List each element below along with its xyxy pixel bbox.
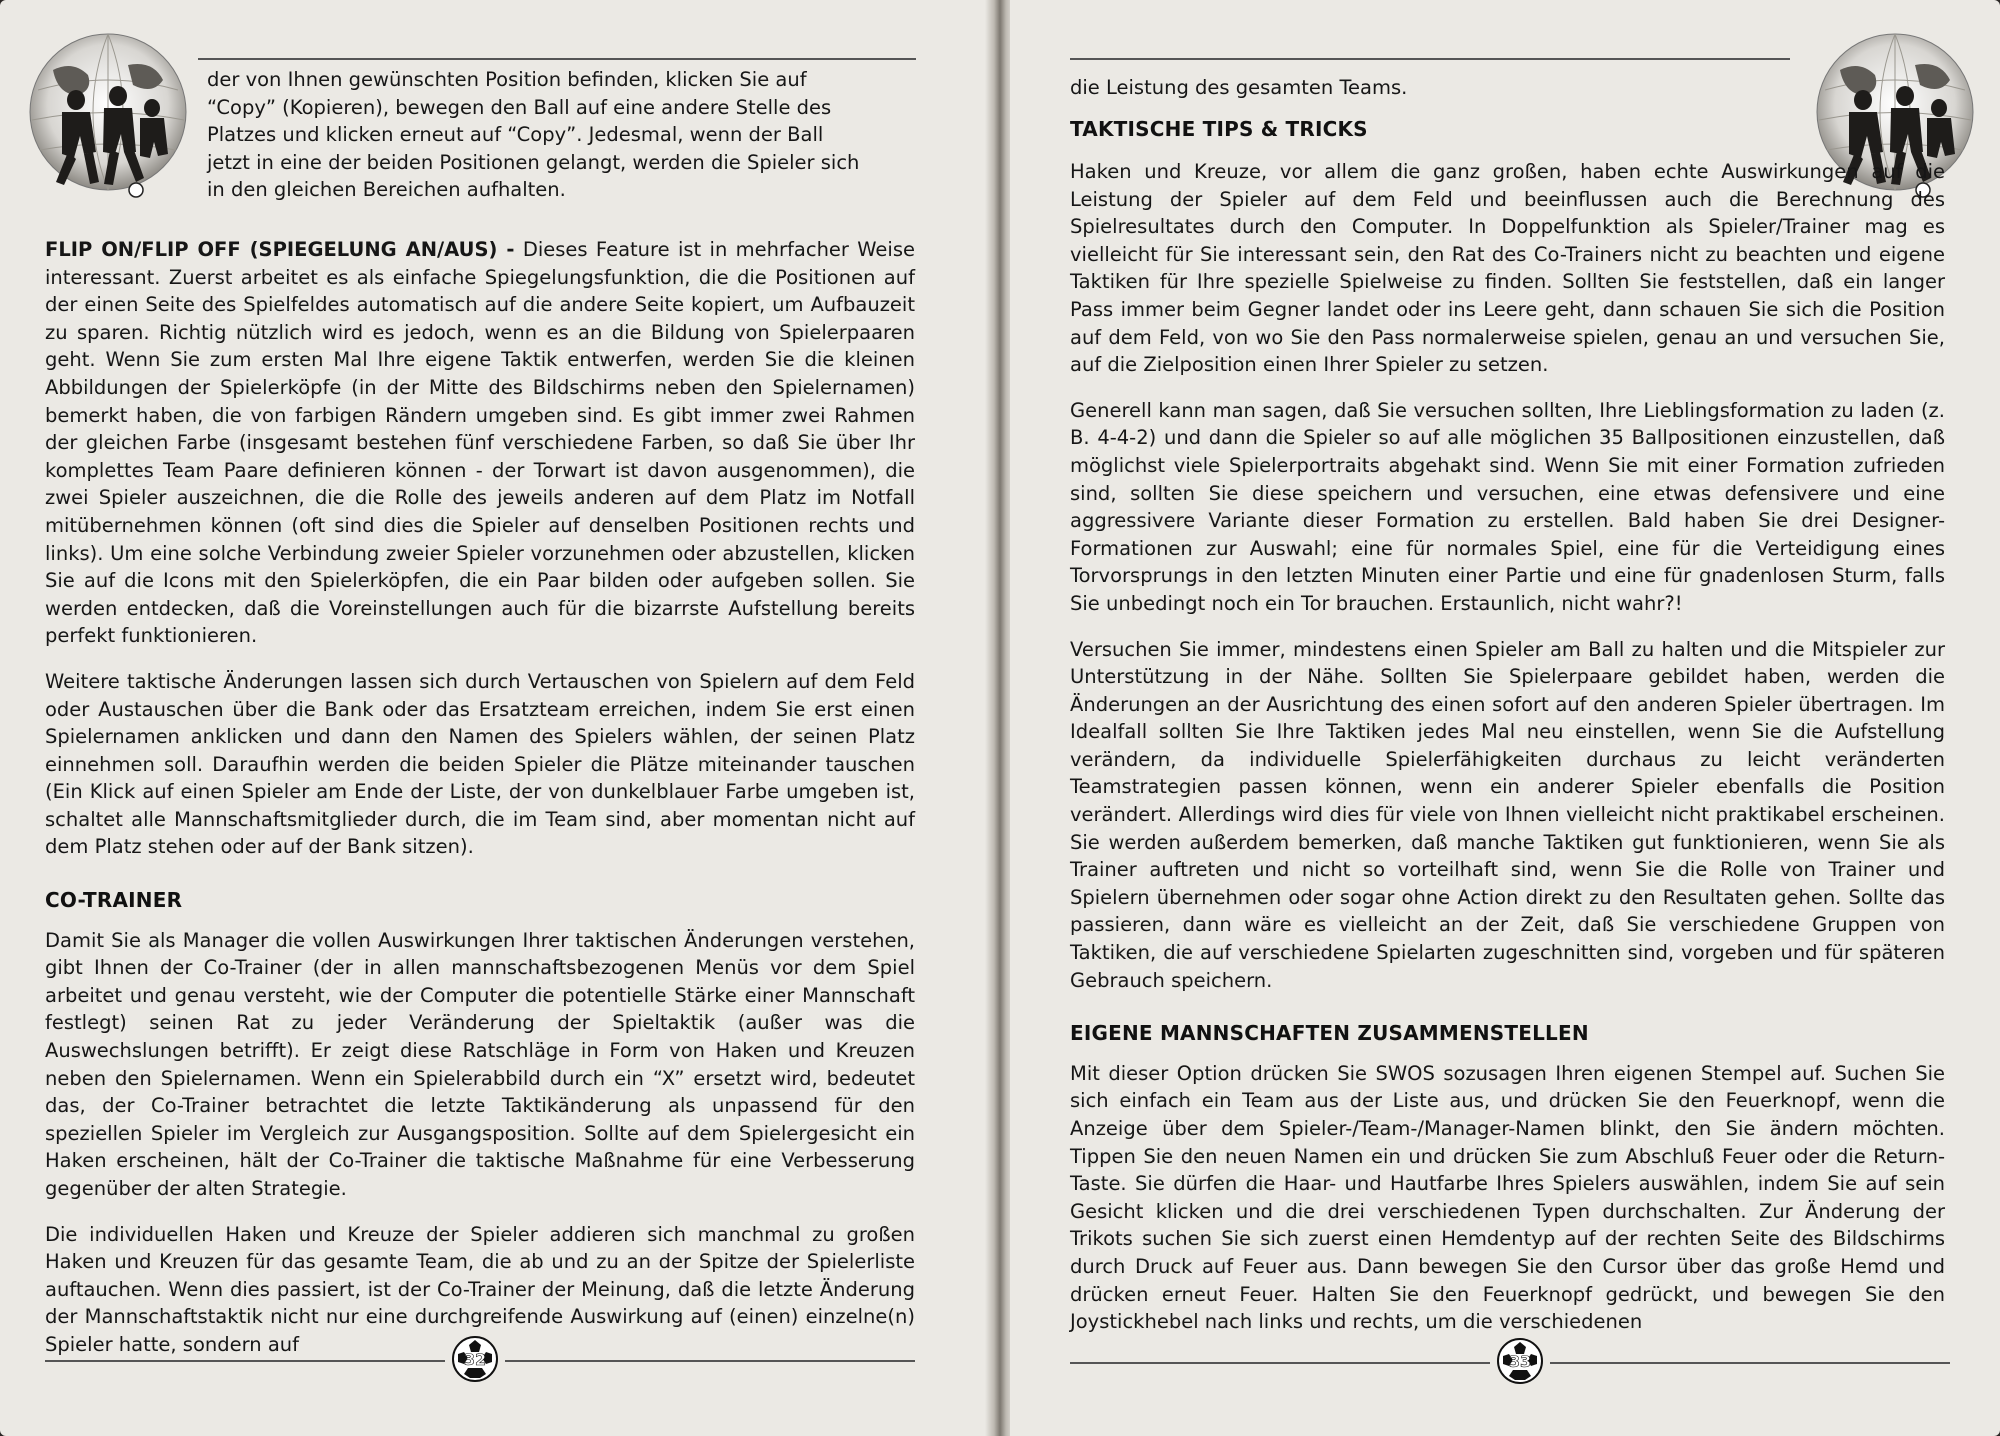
left-intro-text: der von Ihnen gewünschten Position befinden, klicken Sie auf “Copy” (Kopieren), bewegen den Ball auf eine andere Stelle des Platzes und klicken erneut auf “Copy”. Jedesmal, wenn der Ball jetzt in eine der beiden Positionen gelangt, werden die Spieler sich in den gleichen Bereichen aufhalten. <box>207 68 860 202</box>
bottom-rule-right-a <box>1070 1362 1490 1364</box>
flip-paragraph <box>45 236 915 650</box>
bottom-rule-left-a <box>45 1360 445 1362</box>
tips-heading: TAKTISCHE TIPS & TRICKS <box>1070 116 1368 141</box>
custom-teams-heading: EIGENE MANNSCHAFTEN ZUSAMMENSTELLEN <box>1070 1021 1589 1046</box>
left-main-column <box>45 236 915 1359</box>
page-number-right: 33 <box>1508 1352 1532 1371</box>
top-rule-left <box>198 58 916 60</box>
tips-paragraph-2: Generell kann man sagen, daß Sie versuchen sollten, Ihre Lieblingsformation zu laden (z. B. 4-4-2) und dann die Spieler so auf alle möglichen 35 Ballpositionen einzustellen, daß möglichst viele Spielerportraits abgehakt sind. Wenn Sie mit einer Formation zufrieden sind, sollten Sie diese speichern und versuchen, eine etwas defensivere und eine aggressivere Variante dieser Formation zu erstellen. Bald haben Sie drei Designer-Formationen zur Auswahl; eine für normales Spiel, eine für die Verteidigung eines Torvorsprungs in den letzten Minuten einer Partie und eine für gnadenlosen Sturm, falls Sie unbedingt noch ein Tor brauchen. Erstaunlich, nicht wahr?! <box>1070 398 1945 615</box>
page-number-ball-left <box>450 1334 500 1384</box>
bottom-rule-left-b <box>505 1360 915 1362</box>
page-number-ball-right <box>1495 1336 1545 1386</box>
right-top-column <box>1070 74 1795 155</box>
flip-feature-title: FLIP ON/FLIP OFF (SPIEGELUNG AN/AUS) - <box>45 238 515 261</box>
top-rule-right <box>1070 58 1790 60</box>
football-globe-emblem-left <box>18 30 198 210</box>
cotrainer-heading: CO-TRAINER <box>45 888 183 913</box>
tips-paragraph-1: Haken und Kreuze, vor allem die ganz großen, haben echte Auswirkungen auf die Leistung der Spieler auf dem Feld und beeinflussen auch die Berechnung des Spielresultates durch den Computer. In Doppelfunktion als Spieler/Trainer mag es vielleicht für Sie interessant sein, den Rat des Co-Trainers nicht zu beachten und eigene Taktiken für Ihre spezielle Spielweise zu finden. Sollten Sie feststellen, daß ein langer Pass immer beim Gegner landet oder ins Leere geht, dann schauen Sie sich die Position auf dem Feld, von wo Sie den Pass normalerweise spielen, genau an und versuchen Sie, auf die Zielposition einen Ihrer Spieler zu setzen. <box>1070 160 1945 377</box>
flip-feature-body: Dieses Feature ist in mehrfacher Weise interessant. Zuerst arbeitet es als einfache Spiegelungsfunktion, die die Positionen auf der einen Seite des Spielfeldes automatisch auf die andere Seite kopiert, um Aufbauzeit zu sparen. Richtig nützlich wird es jedoch, wenn es an die Bildung von Spielerpaaren geht. Wenn Sie zum ersten Mal Ihre eigene Taktik entwerfen, werden Sie die kleinen Abbildungen der Spielerköpfe (in der Mitte des Bildschirms neben den Spielernamen) bemerkt haben, die von farbigen Rändern umgeben sind. Es gibt immer zwei Rahmen der gleichen Farbe (insgesamt bestehen fünf verschiedene Farben, so daß Sie über Ihr komplettes Team Paare definieren können - der Torwart ist davon ausgenommen), die zwei Spieler auszeichnen, die die Rolle des jeweils anderen auf dem Platz im Notfall mitübernehmen können (oft sind dies die Spieler auf denselben Positionen rechts und links). Um eine solche Verbindung zweier Spieler vorzunehmen oder abzustellen, klicken Sie auf die Icons mit den Spielerköpfen, die ein Paar bilden oder aufgeben sollen. Sie werden entdecken, daß die Voreinstellungen auch für die bizarrste Aufstellung bereits perfekt funktionieren. <box>45 238 915 648</box>
right-intro-text: die Leistung des gesamten Teams. <box>1070 76 1408 99</box>
swap-players-paragraph: Weitere taktische Änderungen lassen sich durch Vertauschen von Spielern auf dem Feld oder Austauschen über die Bank oder das Ersatzteam erreichen, indem Sie erst einen Spielernamen anklicken und dann den Namen des Spielers wählen, der seinen Platz einnehmen soll. Daraufhin werden die beiden Spieler die Plätze miteinander tauschen (Ein Klick auf einen Spieler am Ende der Liste, der von dunkelblauer Farbe umgeben ist, schaltet alle Mannschaftsmitglieder durch, die im Team sind, aber momentan nicht auf dem Platz stehen oder auf der Bank sitzen). <box>45 669 915 859</box>
right-page <box>1010 0 2000 1436</box>
custom-teams-paragraph: Mit dieser Option drücken Sie SWOS sozusagen Ihren eigenen Stempel auf. Suchen Sie sich einfach ein Team aus der Liste aus, und drücken Sie den Feuerknopf, wenn die Anzeige über dem Spieler-/Team-/Manager-Namen blinkt, den Sie ändern möchten. Tippen Sie den neuen Namen ein und drücken Sie zum Abschluß Feuer oder die Return-Taste. Sie dürfen die Haar- und Hautfarbe Ihres Spielers auswählen, indem Sie auf sein Gesicht klicken und die drei verschiedenen Typen durchschalten. Zur Änderung der Trikots suchen Sie sich zuerst einen Hemdentyp auf der rechten Seite des Bildschirms durch Druck auf Feuer aus. Dann bewegen Sie den Cursor über das große Hemd und drücken erneut Feuer. Halten Sie den Feuerknopf gedrückt, und bewegen Sie den Joystickhebel nach links und rechts, um die verschiedenen <box>1070 1061 1945 1334</box>
tips-paragraph-3: Versuchen Sie immer, mindestens einen Spieler am Ball zu halten und die Mitspieler zur Unterstützung in der Nähe. Sollten Sie Spielerpaare gebildet haben, werden die Änderungen an der Ausrichtung des einen sofort auf den anderen Spieler übertragen. Im Idealfall sollten Sie Ihre Taktiken jedes Mal neu einstellen, wenn Sie die Aufstellung verändern, da individuelle Spielerfähigkeiten durchaus zu leicht veränderten Teamstrategien passen können, wenn ein anderer Spieler ebenfalls die Position verändert. Allerdings wird dies für viele von Ihnen vielleicht nicht praktikabel erscheinen. Sie werden außerdem bemerken, daß manche Taktiken gut funktionieren, wenn Sie als Trainer auftreten und nicht so vorteilhaft sind, wenn Sie die Rolle von Trainer und Spielern übernehmen oder sogar ohne Action direkt zu den Resultaten gehen. Sollte das passieren, dann wäre es vielleicht an der Zeit, daß Sie verschiedene Gruppen von Taktiken, die auf verschiedene Spielarten zugeschnitten sind, vorgeben und für späteren Gebrauch speichern. <box>1070 637 1945 992</box>
bottom-rule-right-b <box>1550 1362 1950 1364</box>
cotrainer-paragraph-1: Damit Sie als Manager die vollen Auswirkungen Ihrer taktischen Änderungen verstehen, gibt Ihnen der Co-Trainer (der in allen mannschaftsbezogenen Menüs vor dem Spiel arbeitet und genau versteht, wie der Computer die potentielle Stärke einer Mannschaft festlegt) seinen Rat zu jeder Veränderung der Spieltaktik (außer was die Auswechslungen betrifft). Er zeigt diese Ratschläge in Form von Haken und Kreuzen neben den Spielernamen. Wenn ein Spielerabbild durch ein “X” ersetzt wird, bedeutet das, der Co-Trainer betrachtet die letzte Taktikänderung als unpassend für den speziellen Spieler im Vergleich zur Ausgangsposition. Sollte auf dem Spielergesicht ein Haken erscheinen, hält der Co-Trainer die taktische Maßnahme für eine Verbesserung gegenüber der alten Strategie. <box>45 928 915 1200</box>
page-number-left: 32 <box>463 1350 487 1369</box>
cotrainer-paragraph-2: Die individuellen Haken und Kreuze der Spieler addieren sich manchmal zu großen Haken und Kreuzen für das gesamte Team, die ab und zu an der Spitze der Spielerliste auftauchen. Wenn dies passiert, ist der Co-Trainer der Meinung, daß die letzte Änderung der Mannschaftstaktik nicht nur eine durchgreifende Auswirkung auf (einen) einzelne(n) Spieler hatte, sondern auf <box>45 1222 915 1356</box>
left-page <box>0 0 990 1436</box>
right-main-column <box>1070 158 1945 1336</box>
left-intro-paragraph <box>207 66 872 204</box>
